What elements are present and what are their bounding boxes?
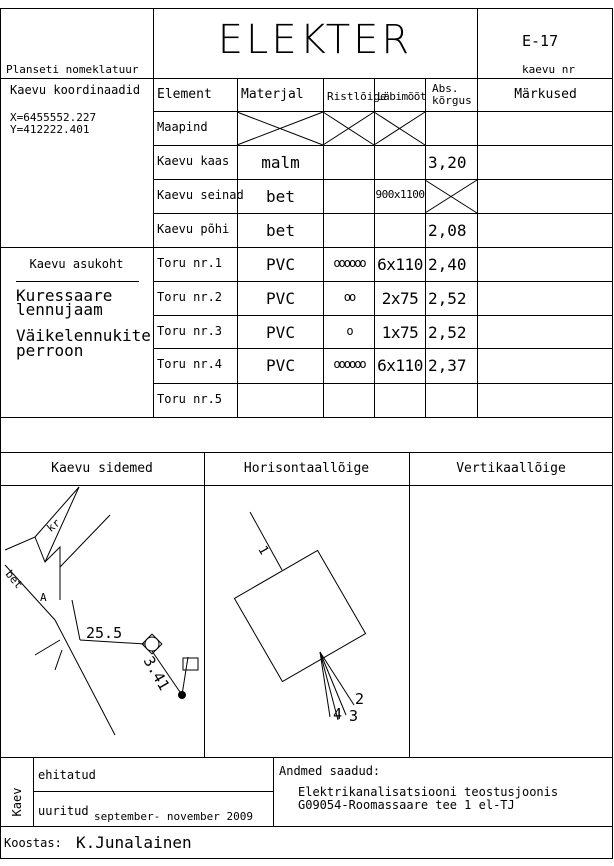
table-cell-diameter: 900x1100 [375, 188, 425, 201]
author-name: K.Junalainen [76, 833, 192, 852]
table-cell-material: PVC [266, 323, 295, 342]
well-number: E-17 [522, 32, 559, 50]
table-cell-material: malm [261, 153, 300, 172]
well-label: Kaev [10, 787, 24, 817]
table-cell-elevation: 2,37 [428, 356, 467, 375]
pipe-label-4: 4 [333, 705, 343, 723]
location-line-1: Kuressaare [16, 286, 113, 305]
well-number-label: kaevu nr [522, 63, 575, 76]
horizontal-section-sketch [234, 512, 365, 723]
source-label: Andmed saadud: [279, 764, 381, 778]
col-header-diameter: Läbimõõt [377, 90, 426, 103]
location-line-4: perroon [16, 341, 84, 360]
col-header-cross-section: Ristlõige [327, 90, 387, 103]
table-cell-elevation: 3,20 [428, 153, 467, 172]
table-cell-material: bet [266, 221, 295, 240]
table-cell-material: PVC [266, 289, 295, 308]
sketch-distance-1: 25.5 [86, 624, 123, 642]
col-header-elevation: Abs. kõrgus [432, 82, 472, 107]
table-cell-material: bet [266, 187, 295, 206]
location-line-2: lennujaam [16, 300, 103, 319]
table-cell-cross-section: oooooo [333, 357, 365, 371]
author-label: Koostas: [4, 836, 62, 850]
table-cell-element: Kaevu kaas [157, 154, 230, 168]
table-cell-element: Toru nr.4 [157, 357, 223, 371]
col-header-element: Element [157, 87, 212, 102]
pipe-label-2: 2 [355, 690, 365, 708]
source-line-1: Elektrikanalisatsiooni teostusjoonis [298, 785, 559, 799]
surveyed-date: september- november 2009 [94, 810, 253, 823]
pipe-label-3: 3 [349, 707, 359, 725]
section-vertical-title: Vertikaallõige [456, 461, 566, 476]
table-cell-elevation: 2,52 [428, 289, 467, 308]
table-cell-element: Toru nr.3 [157, 324, 223, 338]
sketch-label-kr: kr [44, 516, 63, 535]
coordinate-y: Y=412222.401 [10, 123, 90, 136]
table-cell-element: Toru nr.5 [157, 392, 223, 406]
table-cell-element: Toru nr.2 [157, 290, 223, 304]
reference-point-icon [178, 691, 186, 699]
table-cell-cross-section: oo [343, 290, 355, 304]
table-cell-diameter: 6x110 [377, 356, 423, 375]
source-line-2: G09054-Roomassaare tee 1 el-TJ [298, 798, 515, 812]
location-label: Kaevu asukoht [29, 257, 124, 271]
table-cell-element: Kaevu seinad [157, 188, 244, 202]
pipe-label-1: 1 [254, 543, 272, 558]
table-cell-diameter: 1x75 [381, 323, 419, 342]
coordinate-x: X=6455552.227 [10, 111, 97, 124]
nomenclature-label: Planseti nomeklatuur [6, 63, 139, 76]
table-cell-material: PVC [266, 356, 295, 375]
surveyed-label: uuritud [38, 804, 89, 818]
table-cell-element: Toru nr.1 [157, 256, 223, 270]
table-cell-element: Kaevu põhi [157, 222, 230, 236]
table-cell-elevation: 2,40 [428, 255, 467, 274]
table-cell-element: Maapind [157, 120, 208, 134]
sketch-label-bet: bet [2, 567, 26, 592]
table-cell-cross-section: oooooo [333, 256, 365, 270]
coordinates-label: Kaevu koordinaadid [10, 83, 141, 97]
table-cell-diameter: 6x110 [377, 255, 423, 274]
table-cell-diameter: 2x75 [381, 289, 419, 308]
table-cell-elevation: 2,08 [428, 221, 467, 240]
section-ties-title: Kaevu sidemed [51, 461, 153, 476]
table-cell-material: PVC [266, 255, 295, 274]
location-line-3: Väikelennukite [16, 326, 151, 345]
section-horizontal-title: Horisontaallõige [243, 461, 370, 476]
table-cell-cross-section: o [346, 324, 352, 338]
page-title: ELEKTER [217, 17, 413, 63]
sketch-label-a: A [40, 591, 47, 604]
sketch-distance-2: 3.41 [139, 653, 174, 694]
col-header-notes: Märkused [514, 87, 577, 102]
table-cell-elevation: 2,52 [428, 323, 467, 342]
built-label: ehitatud [38, 768, 96, 782]
col-header-material: Materjal [241, 87, 304, 102]
ties-sketch [2, 487, 198, 735]
